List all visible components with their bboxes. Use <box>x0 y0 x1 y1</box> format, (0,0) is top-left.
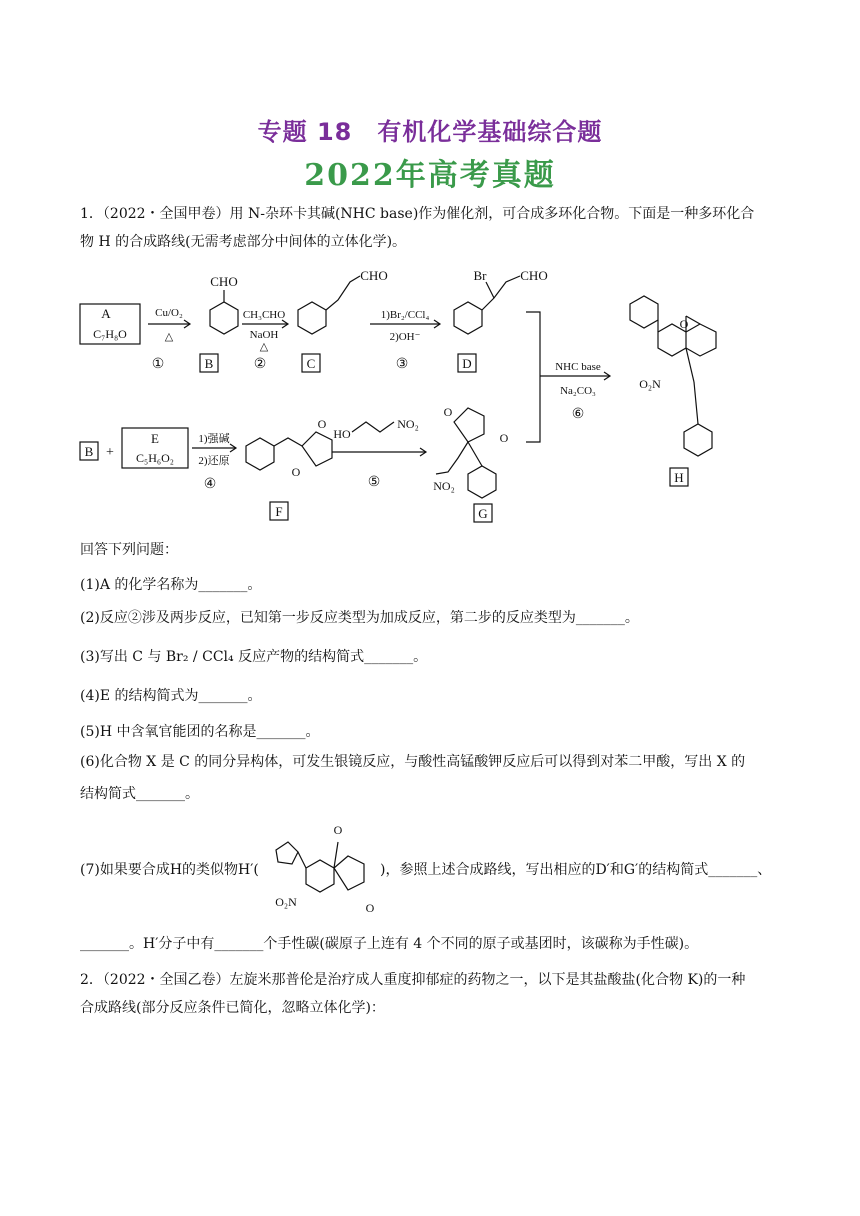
b-cho: CHO <box>210 274 238 289</box>
compound-e-label: E <box>151 431 159 446</box>
step5-no2: NO₂ <box>397 417 419 431</box>
compound-a-formula: C₇H₈O <box>93 327 127 341</box>
f-ketone-o2: O <box>291 465 301 479</box>
step2-reagent: CH₃CHO <box>242 309 286 321</box>
question-7-line2: _______。H′分子中有_______个手性碳(碳原子上连有 4 个不同的原子或基团时，该碳称为手性碳)。 <box>80 936 699 952</box>
plus-sign: + <box>106 445 114 460</box>
q1-intro-line2: 物 H 的合成路线(无需考虑部分中间体的立体化学)。 <box>80 234 407 250</box>
step2-heat: △ <box>259 341 269 353</box>
question-1: (1)A 的化学名称为_______。 <box>80 577 262 593</box>
question-3: (3)写出 C 与 Br₂ / CCl₄ 反应产物的结构简式_______。 <box>80 649 428 665</box>
question-7-part1: (7)如果要合成H的类似物H′( <box>80 862 259 878</box>
label-b: B <box>204 356 214 371</box>
label-g: G <box>478 506 488 521</box>
question-5: (5)H 中含氧官能团的名称是_______。 <box>80 724 320 740</box>
page-title: 专题 18 有机化学基础综合题 <box>257 118 603 146</box>
g-nitro: NO₂ <box>433 479 455 493</box>
answer-prompt: 回答下列问题： <box>80 542 178 558</box>
benzyl-ring-f <box>246 438 274 470</box>
step6-base: Na₂CO₃ <box>560 385 596 397</box>
furan-ring <box>276 842 298 864</box>
benzaldehyde-ring <box>210 302 238 334</box>
label-b2: B <box>84 444 94 459</box>
d-cho: CHO <box>520 268 548 283</box>
synthesis-scheme <box>70 262 790 532</box>
q1-intro <box>80 200 785 256</box>
benzyl-ring-h <box>684 424 712 456</box>
h-nitro: O₂N <box>639 377 661 391</box>
step5-ho: HO <box>333 427 351 441</box>
step1-reagent: Cu/O₂ <box>155 307 183 319</box>
step4-number: ④ <box>203 477 217 492</box>
h-prime-o2: O <box>365 901 375 915</box>
step6-number: ⑥ <box>571 407 585 422</box>
step1-condition: △ <box>164 331 174 343</box>
h-prime-o1: O <box>333 823 343 837</box>
c-cho: CHO <box>360 268 388 283</box>
compound-a-label: A <box>101 306 111 321</box>
question-6: (6)化合物 X 是 C 的同分异构体，可发生银镜反应，与酸性高锰酸钾反应后可以得到对苯二甲酸，写出 X 的 <box>80 754 746 770</box>
h-prime-structure <box>262 816 380 924</box>
h-prime-nitro: O₂N <box>275 895 297 909</box>
g-ketone-o2: O <box>499 431 509 445</box>
step2-base: NaOH <box>249 329 279 341</box>
phenyl-ring-h <box>630 296 658 328</box>
step1-number: ① <box>151 357 165 372</box>
step3-reagent2: 2)OH⁻ <box>389 331 421 343</box>
label-d: D <box>462 356 472 371</box>
q2-intro <box>80 966 785 1022</box>
label-h: H <box>674 470 684 485</box>
question-7-part2: )，参照上述合成路线，写出相应的D′和G′的结构简式_______、 <box>380 862 772 878</box>
cyclopentanedione-g <box>454 408 484 442</box>
step4-reagent2: 2)还原 <box>198 455 230 467</box>
benzyl-ring-g <box>468 466 496 498</box>
step4-reagent1: 1)强碱 <box>198 433 230 445</box>
cinnamaldehyde-ring <box>298 302 326 334</box>
q1-intro-line1: 1．（2022・全国甲卷）用 N-杂环卡其碱(NHC base)作为催化剂，可合成多环化合物。下面是一种多环化合 <box>80 206 755 222</box>
h-lactone-o: O <box>679 317 689 331</box>
question-2: (2)反应②涉及两步反应，已知第一步反应类型为加成反应，第二步的反应类型为_______。 <box>80 610 639 626</box>
label-f: F <box>275 504 283 519</box>
g-ketone-o1: O <box>443 405 453 419</box>
step3-reagent1: 1)Br₂/CCl₄ <box>380 309 430 321</box>
page-subtitle: 2022年高考真题 <box>304 158 556 193</box>
question-6-cont: 结构简式_______。 <box>80 786 199 802</box>
step2-number: ② <box>253 357 267 372</box>
step6-catalyst: NHC base <box>555 361 601 373</box>
compound-e-formula: C₅H₆O₂ <box>136 451 174 465</box>
step3-number: ③ <box>395 357 409 372</box>
label-c: C <box>306 356 316 371</box>
cyclopentanedione-f <box>302 432 332 466</box>
step5-number: ⑤ <box>367 475 381 490</box>
q2-line1: 2．（2022・全国乙卷）左旋米那普伦是治疗成人重度抑郁症的药物之一，以下是其盐酸盐(化合物 K)的一种 <box>80 972 746 988</box>
f-ketone-o1: O <box>317 417 327 431</box>
bromo-aldehyde-ring <box>454 302 482 334</box>
question-4: (4)E 的结构简式为_______。 <box>80 688 262 704</box>
d-br: Br <box>473 268 487 283</box>
q2-line2: 合成路线(部分反应条件已简化，忽略立体化学)： <box>80 1000 385 1016</box>
